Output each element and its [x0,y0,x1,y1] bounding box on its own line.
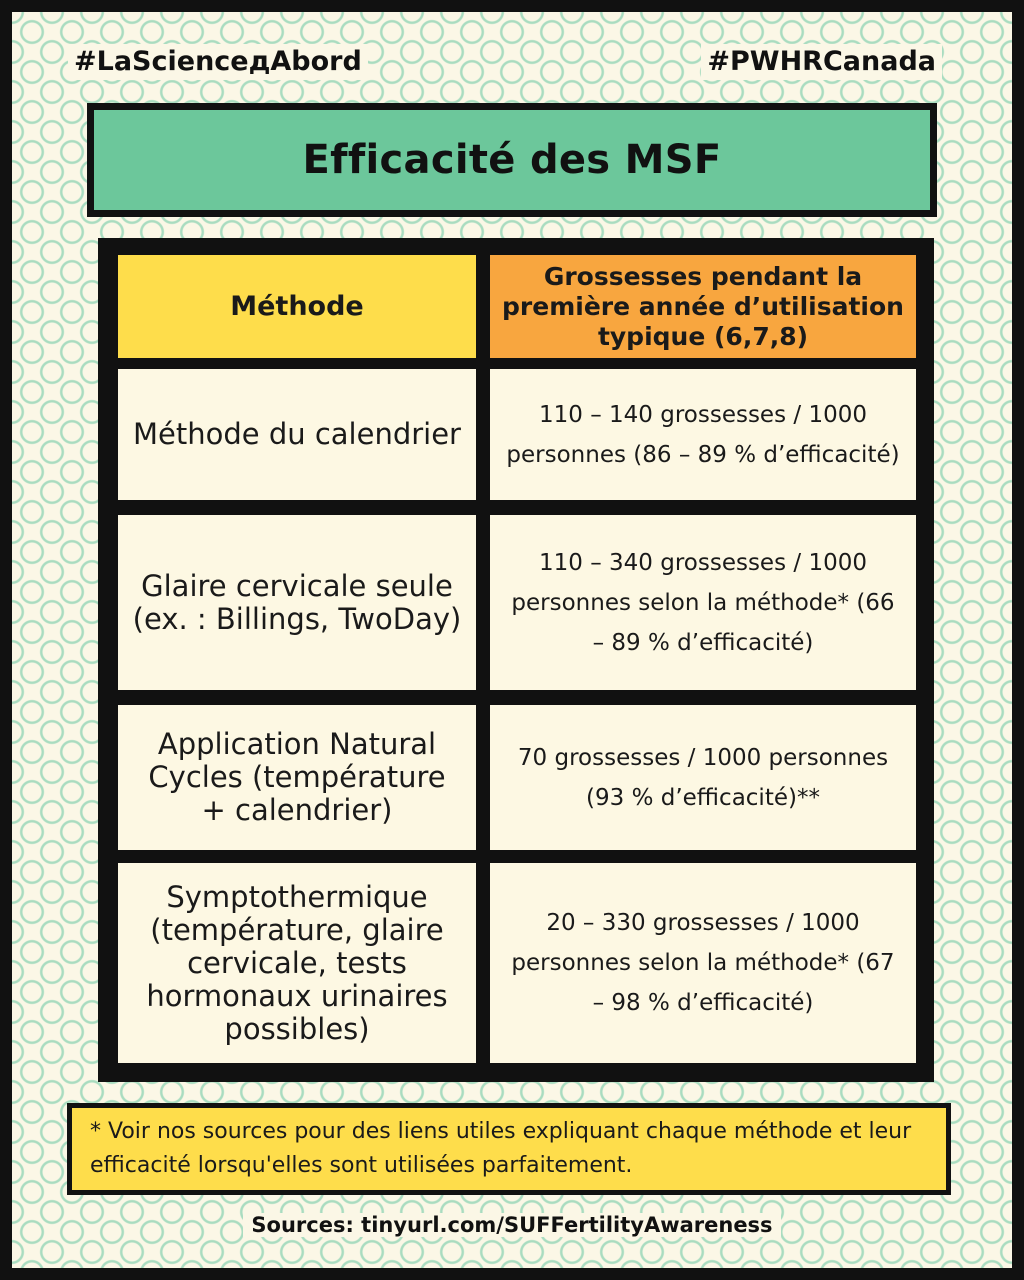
hashtag-left: #LaScienceдAbord [68,44,368,80]
table-row-2-method [118,515,476,690]
table-row-3-method [118,705,476,850]
footnote-box [67,1103,951,1195]
table-row-1-method [118,369,476,500]
sources-line [0,1210,1024,1240]
title-banner [87,103,937,217]
table-row-3-result [490,705,916,850]
hashtag-right: #PWHRCanada [701,44,942,80]
result-label: 110 – 140 grossesses / 1000 personnes (86 – 89 % d’efficacité) [506,401,900,468]
method-label: Symptothermique (température, glaire cervicale, tests hormonaux urinaires possibles) [146,879,448,1046]
table-header-result [490,255,916,358]
table-header-result-label: Grossesses pendant la première année d’utilisation typique (6,7,8) [502,261,904,351]
footnote-text: * Voir nos sources pour des liens utiles expliquant chaque méthode et leur efficacité lorsqu'elles sont utilisées parfaitement. [90,1119,912,1178]
method-label: Application Natural Cycles (température + calendrier) [148,727,446,827]
result-label: 20 – 330 grossesses / 1000 personnes selon la méthode* (67 – 98 % d’efficacité) [511,910,895,1016]
table-header-method [118,255,476,358]
table-row-4-method [118,863,476,1063]
table-row-4-result [490,863,916,1063]
result-label: 110 – 340 grossesses / 1000 personnes selon la méthode* (66 – 89 % d’efficacité) [511,549,895,656]
sources-link[interactable]: Sources: tinyurl.com/SUFFertilityAwareness [243,1213,780,1237]
table-row-2-result [490,515,916,690]
method-label: Glaire cervicale seule (ex. : Billings, TwoDay) [132,568,462,636]
efficacy-table [98,238,934,1082]
table-header-method-label: Méthode [230,291,364,322]
method-label: Méthode du calendrier [133,417,461,451]
page-title: Efficacité des MSF [302,137,722,183]
result-label: 70 grossesses / 1000 personnes (93 % d’efficacité)** [517,744,889,811]
table-row-1-result [490,369,916,500]
